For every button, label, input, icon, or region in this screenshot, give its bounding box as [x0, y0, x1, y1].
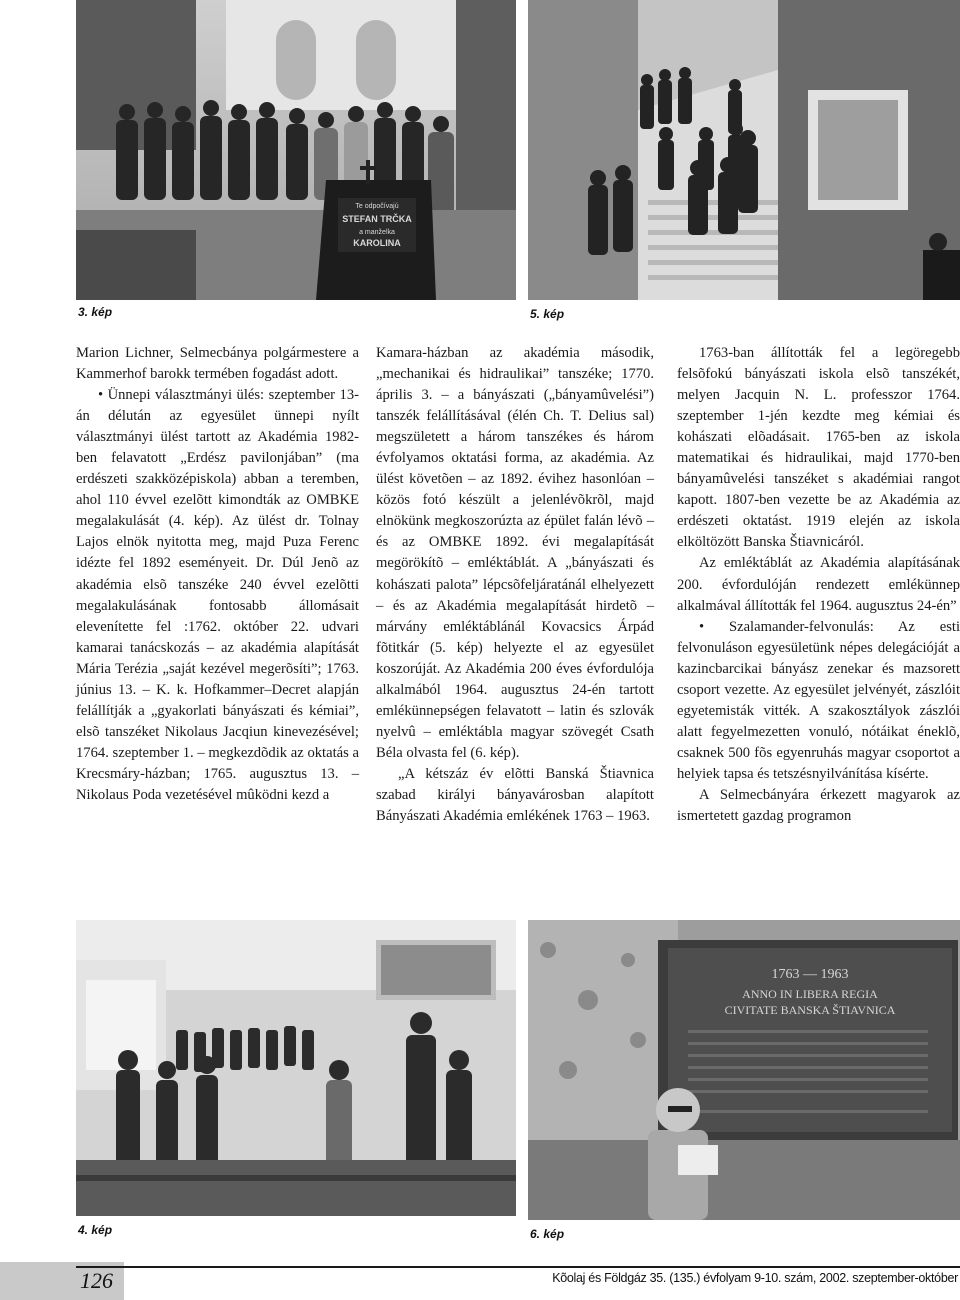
plaque-line-3: CIVITATE BANSKA ŠTIAVNICA	[724, 1003, 896, 1017]
photo-3-cemetery	[76, 0, 516, 300]
plaque-line-1: 1763 — 1963	[771, 967, 849, 982]
plaque-line-2: ANNO IN LIBERA REGIA	[742, 987, 878, 1001]
journal-reference: Kõolaj és Földgáz 35. (135.) évfolyam 9-10. szám, 2002. szeptember-október	[552, 1271, 958, 1285]
col3-paragraph-2: Az emléktáblát az Akadémia alapításának 200. évfordulóján rendezett emlékünnep alkalmával állították fel 1964. augusztus 24-én”	[677, 555, 960, 614]
headstone-line-4: KAROLINA	[353, 238, 401, 248]
col1-paragraph-1: Marion Lichner, Selmecbánya polgármestere a Kammerhof barokk termében fogadást adott.	[76, 345, 359, 383]
col2-paragraph-1: Kamara-házban az akadémia második, „mechanikai és hidraulikai” tanszéke; 1770. április 3. – a bányászati („bányamûvelési”) tanszék felállításával (élén Ch. T. Delius sal) megszületett a három tanszékes és három évfolyamos oktatási forma, az akadémia. Az ülést követõen – az 1892. évihez hasonlóan – közös fotó készült a jelenlévõkrõl, majd elnökünk megkoszorúzta az épület falán lévõ – és az OMBKE 1892. évi megalapítását megörökítõ – emléktáblát. A „bányászati és kohászati palota” lépcsõfeljáratánál elhelyezett – és az Akadémia megalapítását hirdetõ – márvány emléktáblánál Kovacsics Árpád fõtitkár (5. kép) helyezte el az egyesület koszorúját. Az Akadémia 200 éves évfordulója alkalmából 1964. augusztus 24-én tartott emlékünnepségen felavatott – latin és szlovák nyelvû – emléktábla magyar szövegét Csath Béla olvasta fel (6. kép).	[376, 345, 654, 761]
col3-paragraph-4: A Selmecbányára érkezett magyarok az ismertetett gazdag programon	[677, 786, 960, 825]
text-column-3	[677, 343, 960, 827]
col2-paragraph-2: „A kétszáz év elõtti Banská Štiavnica szabad királyi bányavárosban alapított Bányászati Akadémia emlékének 1763 – 1963.	[376, 765, 654, 825]
text-column-2	[376, 343, 654, 827]
caption-photo-3: 3. kép	[78, 305, 113, 319]
caption-photo-5: 5. kép	[530, 307, 565, 321]
col3-paragraph-1: 1763-ban állították fel a legöregebb felsõfokú bányászati iskola elsõ tanszékét, melyen Jacquin N. L. professzor 1764. szeptember 1-jén kezdte meg kémiai és kohászati elõadásait. 1765-ben az iskola matematikai és hidraulikai, majd 1770-ben bányamûvelési tanszéket s akadémiai rangot kapott. 1807-ben vezette be az Akadémia az erdészeti oktatást. 1919 elején az iskola elköltözött Banska Štiavnicáról.	[677, 345, 960, 551]
headstone-line-1: Te odpočívajú	[355, 203, 399, 210]
page-number: 126	[80, 1268, 113, 1293]
photo-6-memorial-plaque	[528, 920, 960, 1220]
photo-4-assembly-hall	[76, 920, 516, 1216]
caption-photo-6: 6. kép	[530, 1227, 565, 1241]
headstone-line-2: STEFAN TRČKA	[342, 214, 412, 224]
footer-rule	[76, 1266, 960, 1268]
col3-paragraph-3: • Szalamander-felvonulás: Az esti felvonuláson egyesületünk népes delegációját a kazincbarcikai bányász zenekar és mazsorett csoport vezette. Az egyesület jelvényét, zászlóit egyetemisták vitték. A szakosztályok zászlói alatt fegyelmezetten vonuló, nótáikat éneklõ, csaknek 500 fõs egyenruhás magyar csoportot a helyiek tapsa és tetszésnyilvánítása kísérte.	[677, 618, 960, 782]
photo-5-stairs	[528, 0, 960, 300]
col1-paragraph-2: • Ünnepi választmányi ülés: szeptember 13-án délután az egyesület ünnepi nyílt választmányi ülést tartott az Akadémia 1982-ben felavatott „Erdész pavilonjában” (ma erdészeti szakközépiskola) abban a teremben, ahol 110 évvel ezelõtt kimondták az OMBKE megalakulását (4. kép). Az ülést dr. Tolnay Lajos elnök nyitotta meg, majd Puza Ferenc idézte fel 1892 eseményeit. Dr. Dúl Jenõ az akadémia elsõ tanszéke 240 évvel ezelõtti megalakulásának fontosabb állomásait elevenítette fel :1762. október 22. udvari kamarai tanácskozás – az akadémia alapítását Mária Terézia „saját kezével megerõsíti”; 1763. június 13. – K. k. Hofkammer–Decret alapján felállítják a „gyakorlati bányászati és kémiai”, elsõ tanszéket Nikolaus Jacqiun kinevezésével; 1764. szeptember 1. – megkezdõdik az oktatás a Krecsmáry-házban; 1765. augusztus 13. – Nikolaus Poda vezetésével mûködni kezd a	[76, 387, 359, 803]
headstone-line-3: a manželka	[359, 229, 395, 236]
text-column-1	[76, 343, 359, 806]
caption-photo-4: 4. kép	[78, 1223, 113, 1237]
